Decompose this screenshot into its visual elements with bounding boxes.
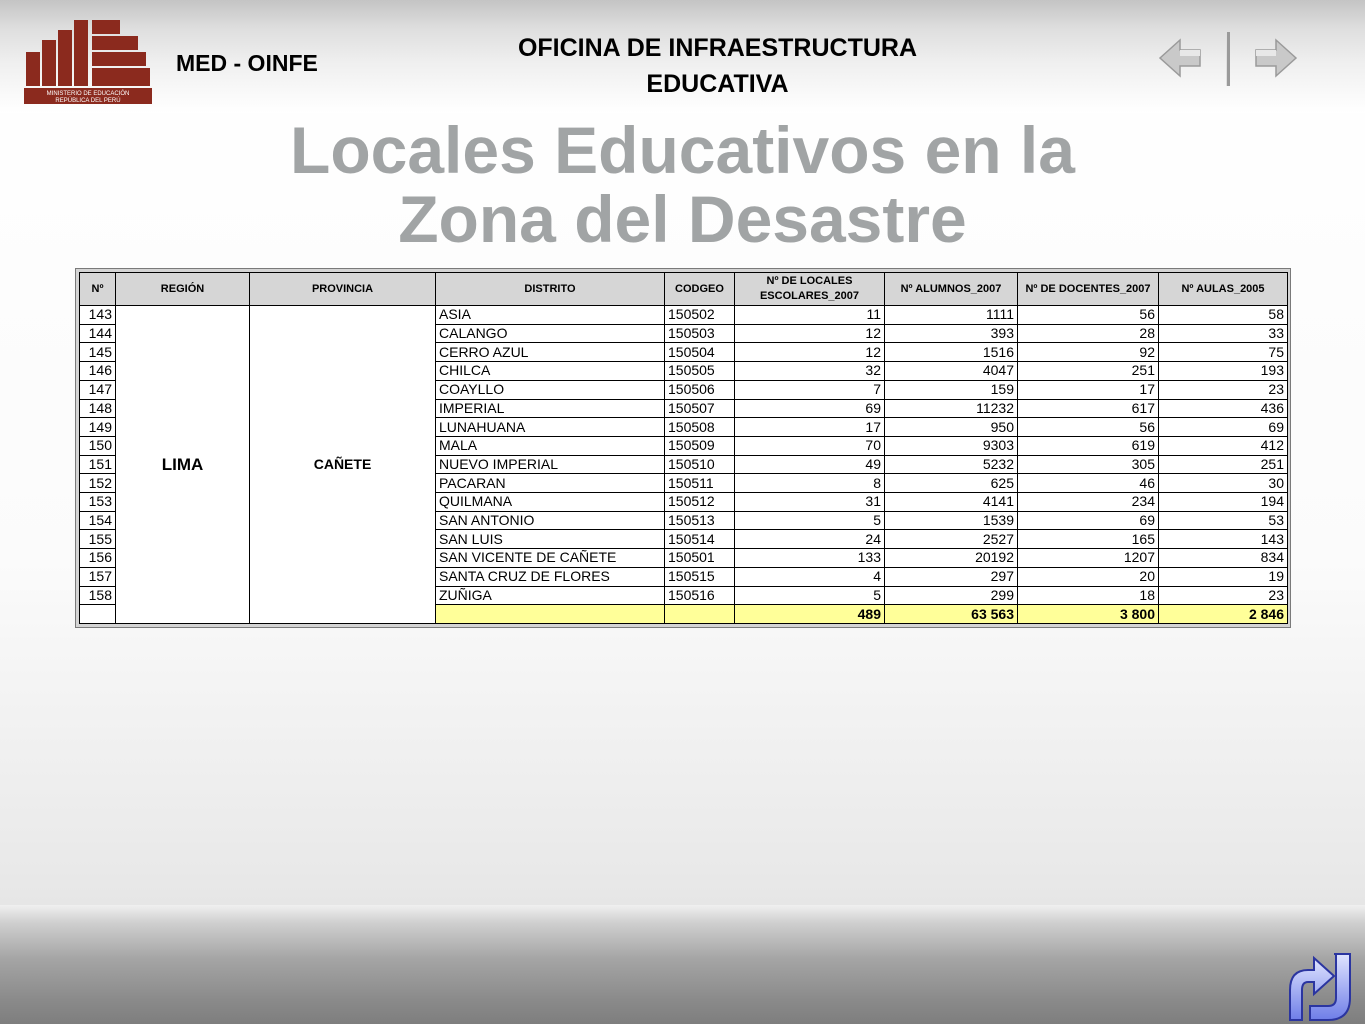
cell-alumnos: 393 — [885, 324, 1018, 343]
cell-docentes: 56 — [1018, 306, 1159, 325]
nav-divider — [1226, 32, 1230, 86]
cell-docentes: 46 — [1018, 474, 1159, 493]
cell-docentes: 56 — [1018, 418, 1159, 437]
cell-locales: 11 — [735, 306, 885, 325]
cell-locales: 70 — [735, 436, 885, 455]
org-label: MED - OINFE — [176, 50, 318, 76]
cell-number: 144 — [80, 324, 116, 343]
logo-text-1: MINISTERIO DE EDUCACIÓN — [46, 91, 130, 97]
cell-codgeo: 150508 — [665, 418, 735, 437]
cell-alumnos: 299 — [885, 586, 1018, 605]
cell-alumnos: 1539 — [885, 511, 1018, 530]
cell-codgeo: 150513 — [665, 511, 735, 530]
cell-locales: 49 — [735, 455, 885, 474]
cell-distrito: CERRO AZUL — [436, 343, 665, 362]
cell-number: 152 — [80, 474, 116, 493]
return-home-icon[interactable] — [1284, 950, 1364, 1024]
cell-empty — [436, 605, 665, 624]
logo-text-2: REPÚBLICA DEL PERÚ — [55, 98, 121, 104]
cell-number: 147 — [80, 380, 116, 399]
cell-aulas: 834 — [1159, 549, 1288, 568]
cell-docentes: 305 — [1018, 455, 1159, 474]
cell-alumnos: 9303 — [885, 436, 1018, 455]
data-table-frame — [75, 268, 1291, 628]
cell-locales: 7 — [735, 380, 885, 399]
cell-distrito: CHILCA — [436, 362, 665, 381]
cell-aulas: 23 — [1159, 586, 1288, 605]
footer-band — [0, 905, 1365, 1024]
cell-number: 153 — [80, 493, 116, 512]
cell-aulas: 19 — [1159, 567, 1288, 586]
cell-aulas: 58 — [1159, 306, 1288, 325]
ministry-logo — [22, 14, 154, 106]
cell-number: 148 — [80, 399, 116, 418]
cell-docentes: 17 — [1018, 380, 1159, 399]
column-header: DISTRITO — [436, 273, 665, 306]
cell-locales: 133 — [735, 549, 885, 568]
cell-locales: 12 — [735, 343, 885, 362]
total-aulas: 2 846 — [1159, 605, 1288, 624]
cell-codgeo: 150515 — [665, 567, 735, 586]
cell-alumnos: 159 — [885, 380, 1018, 399]
cell-distrito: LUNAHUANA — [436, 418, 665, 437]
cell-locales: 24 — [735, 530, 885, 549]
cell-aulas: 194 — [1159, 493, 1288, 512]
cell-distrito: ZUÑIGA — [436, 586, 665, 605]
cell-docentes: 92 — [1018, 343, 1159, 362]
cell-codgeo: 150505 — [665, 362, 735, 381]
cell-alumnos: 1111 — [885, 306, 1018, 325]
cell-aulas: 69 — [1159, 418, 1288, 437]
cell-number: 157 — [80, 567, 116, 586]
cell-distrito: SAN ANTONIO — [436, 511, 665, 530]
cell-number: 146 — [80, 362, 116, 381]
cell-distrito: CALANGO — [436, 324, 665, 343]
cell-locales: 8 — [735, 474, 885, 493]
cell-codgeo: 150501 — [665, 549, 735, 568]
cell-aulas: 193 — [1159, 362, 1288, 381]
cell-docentes: 617 — [1018, 399, 1159, 418]
arrow-left-icon[interactable] — [1158, 36, 1204, 80]
cell-province: CAÑETE — [250, 306, 436, 624]
cell-locales: 32 — [735, 362, 885, 381]
cell-number: 156 — [80, 549, 116, 568]
cell-alumnos: 1516 — [885, 343, 1018, 362]
cell-distrito: COAYLLO — [436, 380, 665, 399]
cell-alumnos: 950 — [885, 418, 1018, 437]
column-header: PROVINCIA — [250, 273, 436, 306]
cell-locales: 5 — [735, 511, 885, 530]
page-title — [180, 113, 1185, 256]
cell-codgeo: 150502 — [665, 306, 735, 325]
cell-aulas: 75 — [1159, 343, 1288, 362]
column-header: REGIÓN — [116, 273, 250, 306]
column-header: Nº — [80, 273, 116, 306]
cell-docentes: 69 — [1018, 511, 1159, 530]
cell-aulas: 53 — [1159, 511, 1288, 530]
cell-docentes: 20 — [1018, 567, 1159, 586]
cell-distrito: IMPERIAL — [436, 399, 665, 418]
cell-alumnos: 297 — [885, 567, 1018, 586]
cell-region: LIMA — [116, 306, 250, 624]
cell-distrito: SANTA CRUZ DE FLORES — [436, 567, 665, 586]
cell-locales: 69 — [735, 399, 885, 418]
cell-number: 145 — [80, 343, 116, 362]
cell-locales: 17 — [735, 418, 885, 437]
cell-number: 149 — [80, 418, 116, 437]
arrow-right-icon[interactable] — [1252, 36, 1298, 80]
cell-distrito: SAN LUIS — [436, 530, 665, 549]
column-header: Nº DE DOCENTES_2007 — [1018, 273, 1159, 306]
cell-locales: 4 — [735, 567, 885, 586]
total-alumnos: 63 563 — [885, 605, 1018, 624]
page-title-line2: Zona del Desastre — [398, 182, 967, 256]
column-header: Nº AULAS_2005 — [1159, 273, 1288, 306]
cell-codgeo: 150514 — [665, 530, 735, 549]
cell-docentes: 251 — [1018, 362, 1159, 381]
cell-number: 154 — [80, 511, 116, 530]
table-row — [80, 306, 1288, 325]
cell-number: 143 — [80, 306, 116, 325]
cell-distrito: NUEVO IMPERIAL — [436, 455, 665, 474]
cell-codgeo: 150512 — [665, 493, 735, 512]
cell-distrito: MALA — [436, 436, 665, 455]
total-docentes: 3 800 — [1018, 605, 1159, 624]
cell-codgeo: 150516 — [665, 586, 735, 605]
cell-number: 150 — [80, 436, 116, 455]
cell-number: 158 — [80, 586, 116, 605]
cell-distrito: SAN VICENTE DE CAÑETE — [436, 549, 665, 568]
cell-number: 155 — [80, 530, 116, 549]
cell-aulas: 143 — [1159, 530, 1288, 549]
cell-docentes: 619 — [1018, 436, 1159, 455]
cell-alumnos: 11232 — [885, 399, 1018, 418]
column-header: Nº ALUMNOS_2007 — [885, 273, 1018, 306]
cell-distrito: ASIA — [436, 306, 665, 325]
cell-locales: 31 — [735, 493, 885, 512]
cell-docentes: 1207 — [1018, 549, 1159, 568]
cell-codgeo: 150507 — [665, 399, 735, 418]
cell-docentes: 18 — [1018, 586, 1159, 605]
table-header-row — [80, 273, 1288, 306]
cell-empty — [665, 605, 735, 624]
data-table — [79, 272, 1288, 624]
cell-alumnos: 4141 — [885, 493, 1018, 512]
cell-alumnos: 2527 — [885, 530, 1018, 549]
cell-aulas: 251 — [1159, 455, 1288, 474]
cell-alumnos: 20192 — [885, 549, 1018, 568]
cell-codgeo: 150510 — [665, 455, 735, 474]
cell-aulas: 33 — [1159, 324, 1288, 343]
cell-distrito: PACARAN — [436, 474, 665, 493]
cell-docentes: 165 — [1018, 530, 1159, 549]
office-title-line1: OFICINA DE INFRAESTRUCTURA — [517, 34, 918, 62]
cell-codgeo: 150509 — [665, 436, 735, 455]
cell-codgeo: 150504 — [665, 343, 735, 362]
cell-codgeo: 150511 — [665, 474, 735, 493]
cell-aulas: 23 — [1159, 380, 1288, 399]
office-title — [430, 30, 1005, 102]
cell-aulas: 412 — [1159, 436, 1288, 455]
cell-distrito: QUILMANA — [436, 493, 665, 512]
cell-alumnos: 625 — [885, 474, 1018, 493]
cell-docentes: 234 — [1018, 493, 1159, 512]
total-locales: 489 — [735, 605, 885, 624]
cell-alumnos: 5232 — [885, 455, 1018, 474]
cell-locales: 5 — [735, 586, 885, 605]
cell-number: 151 — [80, 455, 116, 474]
cell-docentes: 28 — [1018, 324, 1159, 343]
cell-codgeo: 150506 — [665, 380, 735, 399]
cell-aulas: 30 — [1159, 474, 1288, 493]
column-header: Nº DE LOCALES ESCOLARES_2007 — [735, 273, 885, 306]
cell-locales: 12 — [735, 324, 885, 343]
column-header: CODGEO — [665, 273, 735, 306]
cell-empty — [80, 605, 116, 624]
page-title-line1: Locales Educativos en la — [290, 113, 1075, 187]
cell-alumnos: 4047 — [885, 362, 1018, 381]
cell-codgeo: 150503 — [665, 324, 735, 343]
office-title-line2: EDUCATIVA — [646, 70, 789, 98]
cell-aulas: 436 — [1159, 399, 1288, 418]
